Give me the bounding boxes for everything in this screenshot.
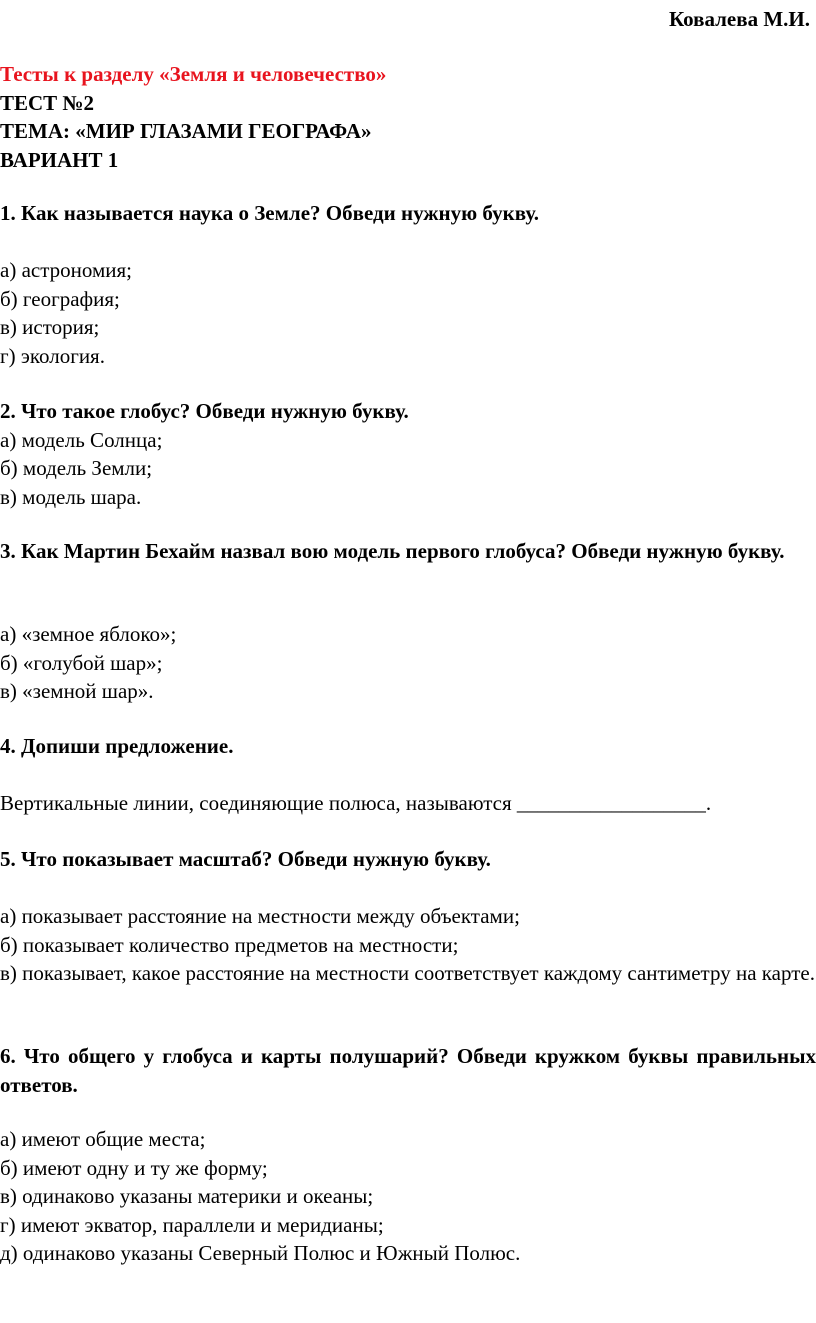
question-1-option-b[interactable]: б) география; xyxy=(0,286,120,311)
question-2-option-v[interactable]: в) модель шара. xyxy=(0,484,142,509)
question-4-text: 4. Допиши предложение. xyxy=(0,734,234,758)
question-1-option-g[interactable]: г) экология. xyxy=(0,343,105,368)
question-5-options xyxy=(0,902,816,988)
question-2 xyxy=(0,397,816,511)
question-6-text: 6. Что общего у глобуса и карты полушарий? Обведи кружком буквы правильных ответов. xyxy=(0,1044,816,1097)
question-5 xyxy=(0,845,816,874)
question-5-option-a[interactable]: а) показывает расстояние на местности между объектами; xyxy=(0,904,520,928)
question-6-option-b[interactable]: б) имеют одну и ту же форму; xyxy=(0,1155,268,1180)
question-3-option-a[interactable]: а) «земное яблоко»; xyxy=(0,622,177,646)
question-4-sentence[interactable]: Вертикальные линии, соединяющие полюса, называются __________________. xyxy=(0,791,712,815)
question-6-option-v[interactable]: в) одинаково указаны материки и океаны; xyxy=(0,1184,374,1208)
question-6-option-g[interactable]: г) имеют экватор, параллели и меридианы; xyxy=(0,1212,384,1237)
author-name: Ковалева М.И. xyxy=(668,7,810,31)
test-number: ТЕСТ №2 xyxy=(0,90,95,115)
test-topic: ТЕМА: «МИР ГЛАЗАМИ ГЕОГРАФА» xyxy=(0,119,372,143)
question-3-option-v[interactable]: в) «земной шар». xyxy=(0,679,154,703)
question-3-options xyxy=(0,620,816,706)
question-1-option-a[interactable]: а) астрономия; xyxy=(0,258,132,282)
test-header xyxy=(0,60,816,174)
question-6-options xyxy=(0,1125,816,1268)
question-4 xyxy=(0,732,816,761)
test-variant: ВАРИАНТ 1 xyxy=(0,147,119,172)
question-5-option-b[interactable]: б) показывает количество предметов на местности; xyxy=(0,932,459,957)
question-4-sentence-block xyxy=(0,789,816,818)
question-6-option-a[interactable]: а) имеют общие места; xyxy=(0,1127,206,1151)
question-5-text: 5. Что показывает масштаб? Обведи нужную букву. xyxy=(0,847,491,871)
question-3-text: 3. Как Мартин Бехайм назвал вою модель первого глобуса? Обведи нужную букву. xyxy=(0,539,785,563)
question-1-options xyxy=(0,256,816,370)
question-2-option-b[interactable]: б) модель Земли; xyxy=(0,456,153,480)
question-3-option-b[interactable]: б) «голубой шар»; xyxy=(0,650,163,675)
question-6-option-d[interactable]: д) одинаково указаны Северный Полюс и Южный Полюс. xyxy=(0,1241,521,1265)
question-5-option-v[interactable]: в) показывает, какое расстояние на местности соответствует каждому сантиметру на карте. xyxy=(0,961,815,985)
question-2-text: 2. Что такое глобус? Обведи нужную букву. xyxy=(0,399,409,423)
question-1-text: 1. Как называется наука о Земле? Обведи нужную букву. xyxy=(0,201,539,225)
question-2-option-a[interactable]: а) модель Солнца; xyxy=(0,427,163,452)
question-1 xyxy=(0,199,816,228)
question-1-option-v[interactable]: в) история; xyxy=(0,315,100,339)
section-title: Тесты к разделу «Земля и человечество» xyxy=(0,62,387,86)
